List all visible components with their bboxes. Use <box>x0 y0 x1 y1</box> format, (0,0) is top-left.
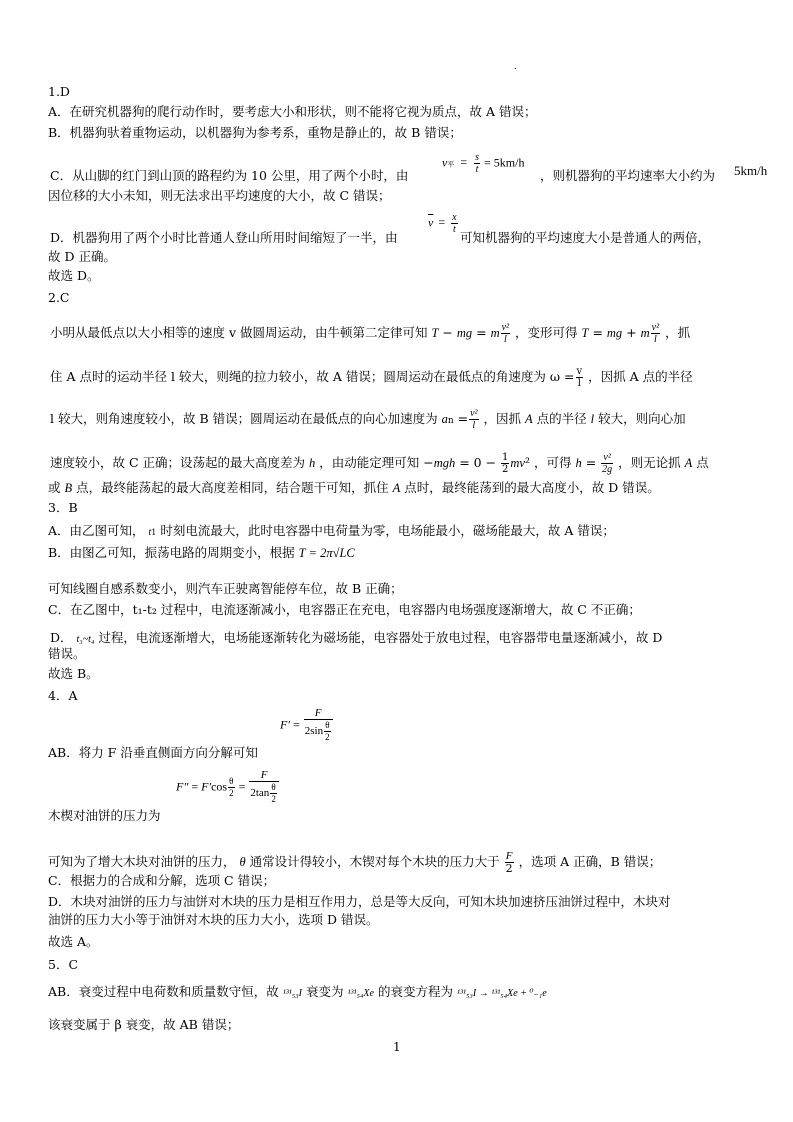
q1-option-b: B．机器狗驮着重物运动，以机器狗为参考系，重物是静止的，故 B 错误； <box>48 125 462 140</box>
q2-line2: 住 A 点时的运动半径 l 较大，则绳的拉力较小，故 A 错误；圆周运动在最低点的角速度为 ω = $\frac{v}{l}$ ，因抓 A 点的半径 <box>50 366 693 389</box>
q1-c-line2: 因位移的大小未知，则无法求出平均速度的大小，故 C 错误； <box>48 188 391 203</box>
q1-d-formula: $\overline{v}$ = $\frac{x}{t}$ <box>428 212 457 235</box>
q3-b-formula: T = 2π√LC <box>298 546 355 560</box>
q3-option-a: A．由乙图可知， t1 时刻电流最大，此时电容器中电荷量为零，电场能最小，磁场能最大，故 A 错误； <box>48 523 615 538</box>
q5-decay-equation: ¹³¹₅₃I → ¹³¹₅₄Xe + ⁰₋₁e <box>456 988 547 999</box>
q3-b-line2: 可知线圈自感系数变小，则汽车正驶离智能停车位，故 B 正确； <box>48 581 403 596</box>
q3-d2: 过程，电流逐渐增大，电场能逐渐转化为磁场能，电容器处于放电过程，电容器带电量逐渐减小，故 D <box>98 630 663 645</box>
q1-c-value: 5km/h <box>734 163 768 178</box>
q5-ab-line: AB．衰变过程中电荷数和质量数守恒，故 ¹³¹₅₃I 衰变为 ¹³¹₅₄Xe 的衰变方程为 ¹³¹₅₃I → ¹³¹₅₄Xe + ⁰₋₁e <box>48 984 547 999</box>
q2-l2b: ，因抓 A 点的半径 <box>588 369 693 384</box>
q2-line4: 速度较小，故 C 正确；设荡起的最大高度差为 h ，由动能定理可知 −mgh = 0 − $\frac{1}{2}$ mv² ，可得 h = $\frac{\text{v²}}{2g}$ ，则无论抓 A 点 <box>50 452 709 475</box>
q3-option-d: D． t₃~t₄ 过程，电流逐渐增大，电场能逐渐转化为磁场能，电容器处于放电过程，电容器带电量逐渐减小，故 D <box>50 630 663 645</box>
q4-ab: AB．将力 F 沿垂直侧面方向分解可知 <box>48 745 258 760</box>
q2-l1a: 小明从最低点以大小相等的速度 v 做圆周运动，由牛顿第二定律可知 <box>50 325 428 340</box>
q1-d-line2: 故 D 正确。 <box>48 249 116 264</box>
q2-l5c: 点时，最终能荡到的最大高度小，故 D 错误。 <box>404 480 660 495</box>
q5-head: 5．C <box>48 957 79 972</box>
q1-conclusion: 故选 D。 <box>48 268 100 283</box>
q4-option-d-line1: D．木块对油饼的压力与油饼对木块的压力是相互作用力，总是等大反向，可知木块加速挤压油饼过程中，木块对 <box>48 894 671 909</box>
q2-l4b: ，由动能定理可知 <box>319 455 420 470</box>
q5-last-line: 该衰变属于 β 衰变，故 AB 错误； <box>48 1017 240 1032</box>
q1-option-c-line1 <box>50 168 408 184</box>
q3-d1: D． <box>50 630 73 645</box>
page-number: 1 <box>393 1040 401 1054</box>
q1-c-text: C．从山脚的红门到山顶的路程约为 10 公里，用了两个小时，由 <box>50 168 409 183</box>
q3-option-b <box>48 545 355 561</box>
q4-l1b: 通常设计得较小，木锲对每个木块的压力大于 <box>249 854 500 869</box>
q2-line5: 或 B 点，最终能荡起的最大高度差相同，结合题干可知，抓住 A 点时，最终能荡到的最大高度小，故 D 错误。 <box>48 480 660 495</box>
q4-formula2: F″ = F′cos $\frac{\theta}{2}$ = F 2tan $\frac{\theta}{2}$ <box>176 770 280 805</box>
q4-l1a: 可知为了增大木块对油饼的压力， <box>48 854 236 869</box>
q3-conclusion: 故选 B。 <box>48 666 99 681</box>
q3-a2: 时刻电流最大，此时电容器中电荷量为零，电场能最小，磁场能最大，故 A 错误； <box>160 523 615 538</box>
q2-line3: l 较大，则角速度较小，故 B 错误；圆周运动在最低点的向心加速度为 an = $\frac{\text{v²}}{l}$ ，因抓 A 点的半径 l 较大，则向心加 <box>50 408 686 431</box>
q1-option-a: A．在研究机器狗的爬行动作时，要考虑大小和形状，则不能将它视为质点，故 A 错误； <box>48 104 537 119</box>
q2-head: 2.C <box>48 290 70 305</box>
q1-c-text2: ，则机器狗的平均速率大小约为 <box>540 168 716 183</box>
q4-l1c: ，选项 A 正确，B 错误； <box>518 854 662 869</box>
q2-l4a: 速度较小，故 C 正确；设荡起的最大高度差为 <box>50 455 306 470</box>
q2-l1b: ，变形可得 <box>515 325 578 340</box>
q1-option-d-line1 <box>50 230 398 246</box>
q2-l3a: l 较大，则角速度较小，故 B 错误；圆周运动在最低点的向心加速度为 <box>50 411 438 426</box>
q1-d-text2: 可知机器狗的平均速度大小是普通人的两倍， <box>460 230 711 245</box>
q3-d-line2: 错误。 <box>48 646 86 661</box>
q2-l4d: ，则无论抓 <box>618 455 681 470</box>
q2-l3d: 较大，则向心加 <box>598 411 686 426</box>
q1-head: 1.D <box>48 84 70 99</box>
q2-l3c: 点的半径 <box>536 411 587 426</box>
q1-d-text: D．机器狗用了两个小时比普通人登山所用时间缩短了一半，由 <box>50 230 398 245</box>
q2-l1c: ，抓 <box>665 325 691 340</box>
q3-a1: A．由乙图可知， <box>48 523 145 538</box>
q2-l5a: 或 <box>48 480 61 495</box>
q4-option-d-line2: 油饼的压力大小等于油饼对木块的压力大小，选项 D 错误。 <box>48 912 379 927</box>
q4-pressure: 木楔对油饼的压力为 <box>48 808 161 823</box>
q5-ab3: 的衰变方程为 <box>377 984 453 999</box>
q4-line-a: 可知为了增大木块对油饼的压力， θ 通常设计得较小，木锲对每个木块的压力大于 $\frac{F}{2}$ ，选项 A 正确，B 错误； <box>48 850 662 875</box>
q3-option-c: C．在乙图中，t₁-t₂ 过程中，电流逐渐减小，电容器正在充电，电容器内电场强度逐渐增大，故 C 不正确； <box>48 602 641 617</box>
q4-formula1: F′ = F 2sin $\frac{\theta}{2}$ <box>280 708 334 743</box>
q2-l2a: 住 A 点时的运动半径 l 较大，则绳的拉力较小，故 A 错误；圆周运动在最低点的角速度为 <box>50 369 546 384</box>
q2-l4c: ，可得 <box>533 455 572 470</box>
q4-conclusion: 故选 A。 <box>48 934 99 949</box>
q2-l4e: 点 <box>696 455 709 470</box>
q5-ab1: AB．衰变过程中电荷数和质量数守恒，故 <box>48 984 279 999</box>
q3-head: 3．B <box>48 500 78 515</box>
q4-option-c: C．根据力的合成和分解，选项 C 错误； <box>48 873 276 888</box>
q2-l3b: ，因抓 <box>483 411 522 426</box>
q2-line1: 小明从最低点以大小相等的速度 v 做圆周运动，由牛顿第二定律可知 T − mg = m $\frac{\text{v²}}{l}$ ，变形可得 T = mg + m $\frac{\text{v²}}{l}$ ，抓 <box>50 322 691 345</box>
q1-c-formula: v平 = $\frac{s}{t}$ = 5km/h <box>442 152 525 175</box>
q4-head: 4．A <box>48 688 78 703</box>
q5-ab2: 衰变为 <box>305 984 344 999</box>
q3-b1: B．由图乙可知，振荡电路的周期变小，根据 <box>48 545 295 560</box>
q2-l5b: 点，最终能荡起的最大高度差相同，结合题干可知，抓住 <box>76 480 389 495</box>
header-dot: . <box>514 62 517 71</box>
